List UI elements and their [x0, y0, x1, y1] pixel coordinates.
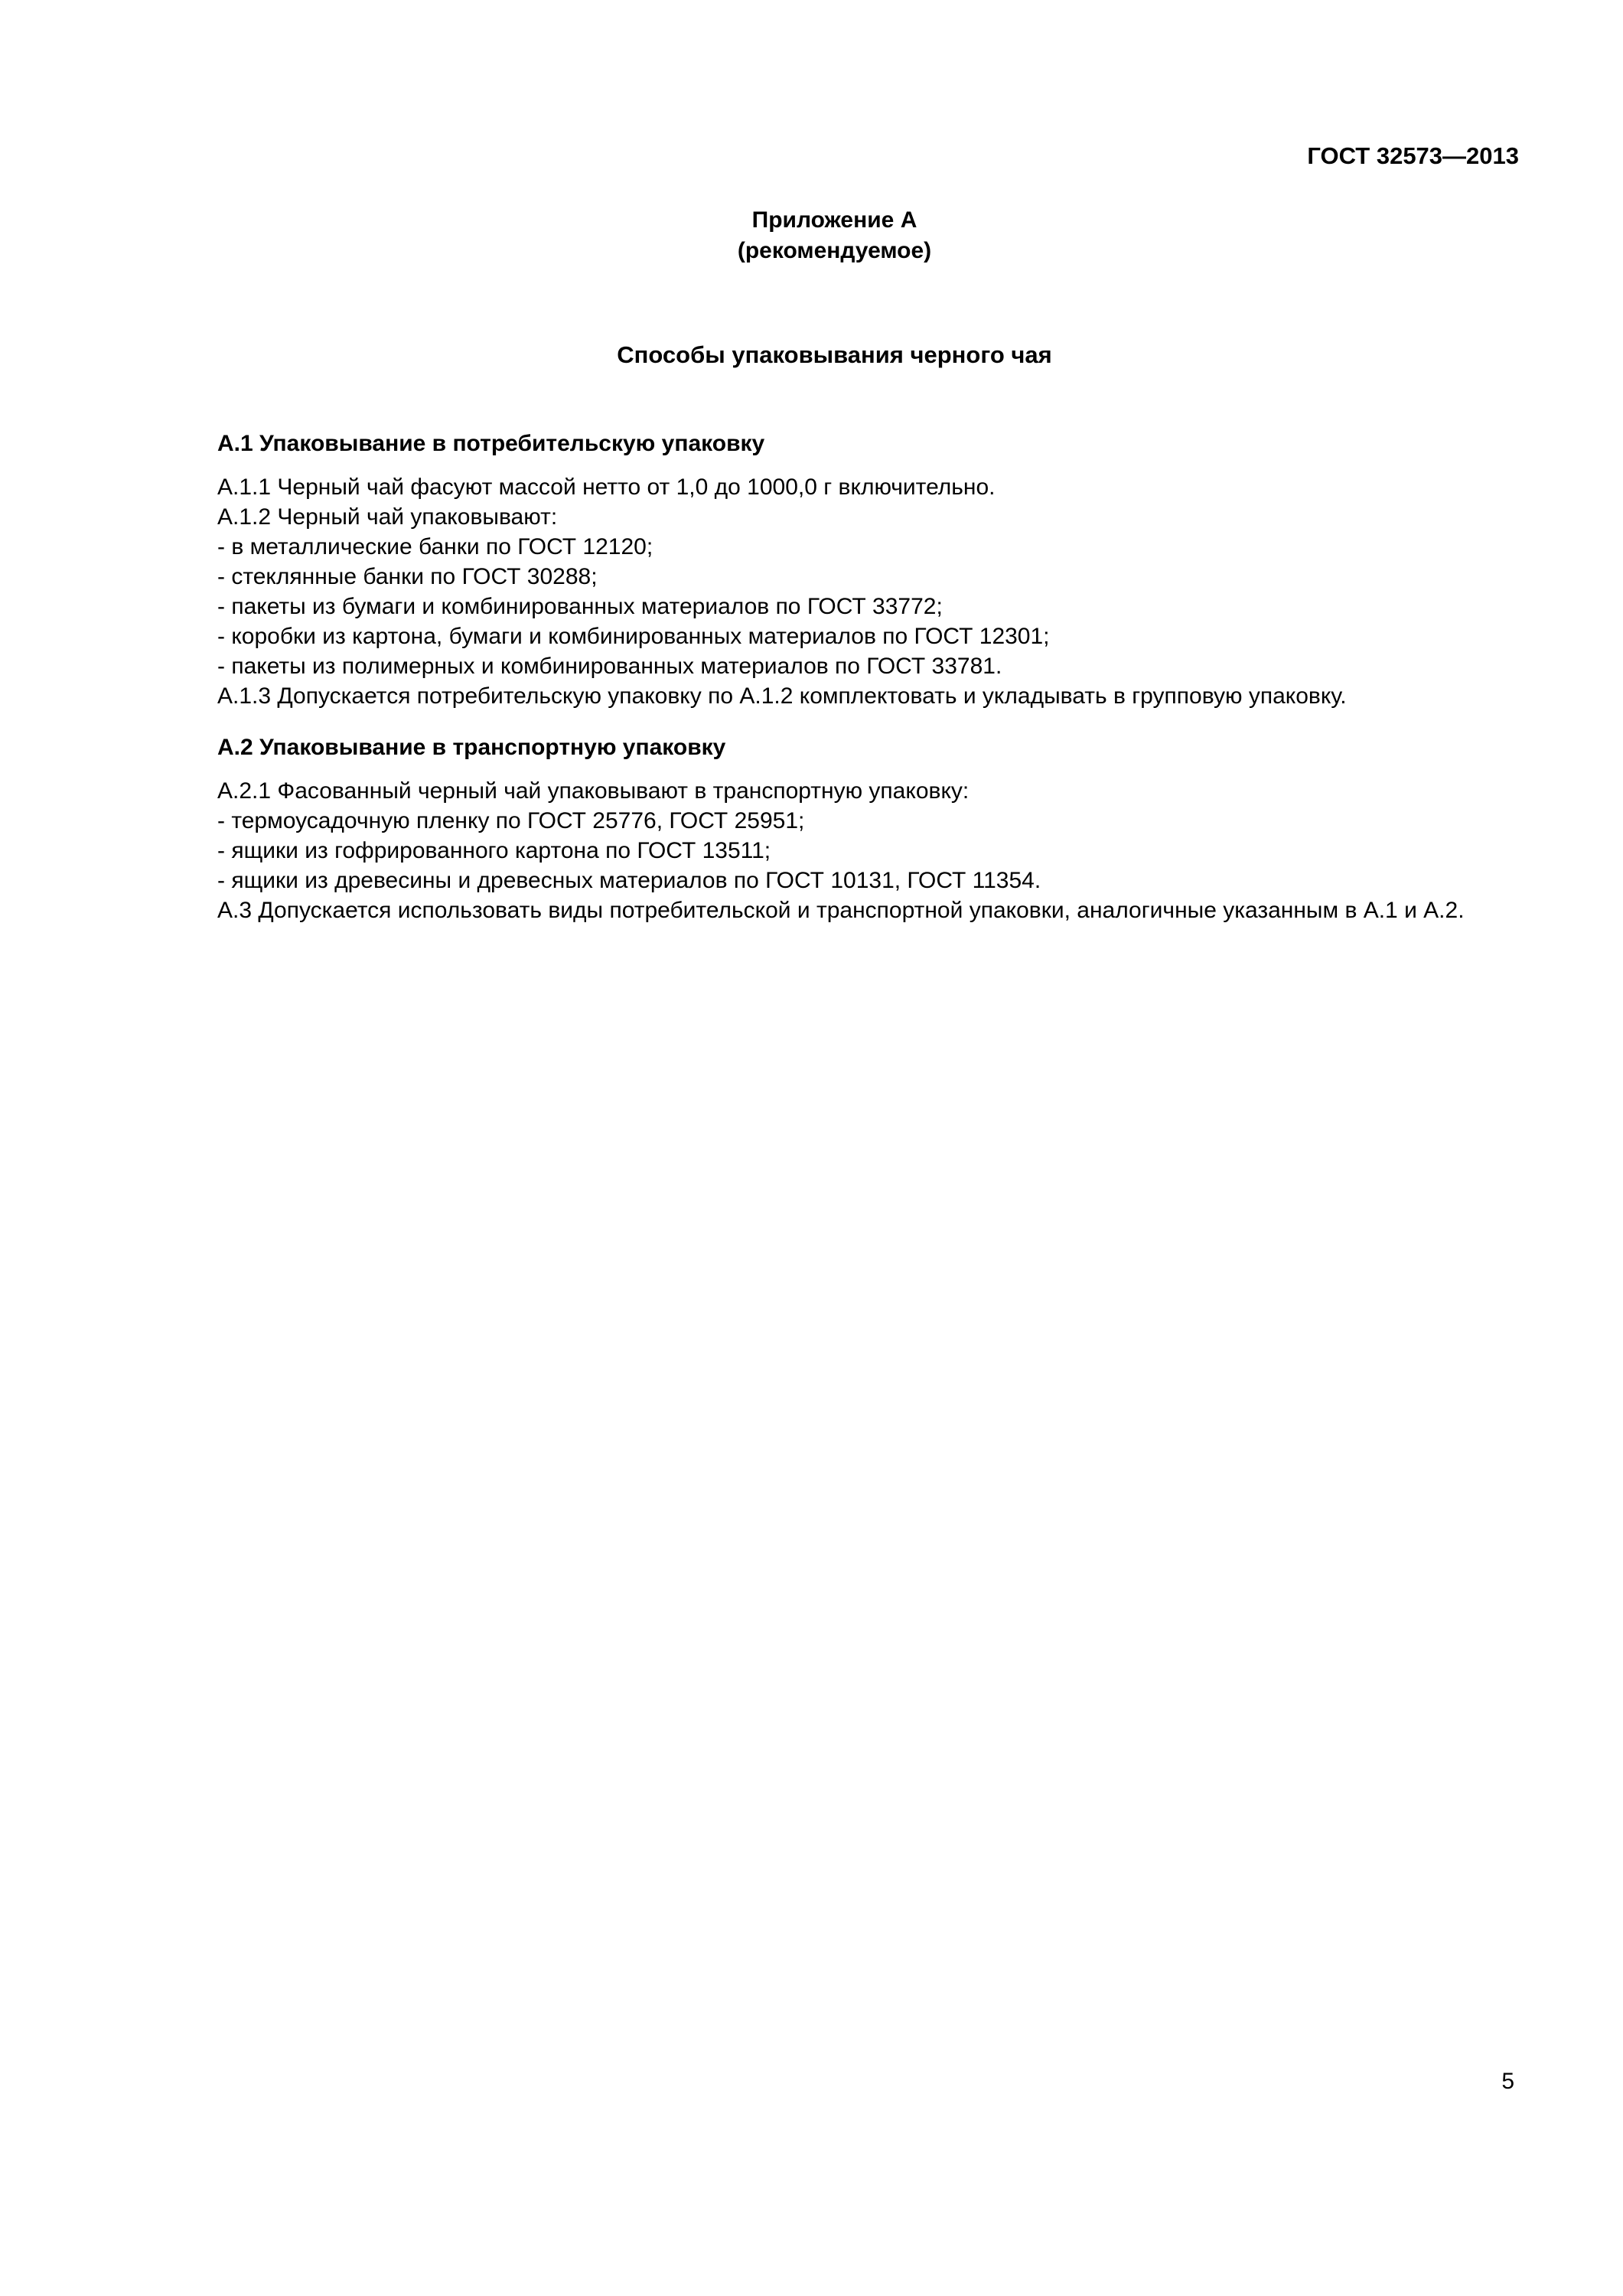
document-code-header: ГОСТ 32573—2013: [1307, 142, 1519, 169]
appendix-note: (рекомендуемое): [737, 238, 932, 263]
document-body: [150, 429, 1519, 925]
page-number: 5: [1501, 2069, 1514, 2094]
list-item: - пакеты из бумаги и комбинированных материалов по ГОСТ 33772;: [217, 594, 943, 619]
list-item: - пакеты из полимерных и комбинированных материалов по ГОСТ 33781.: [217, 654, 1002, 679]
appendix-label: Приложение А: [751, 207, 917, 233]
list-item: - в металлические банки по ГОСТ 12120;: [217, 534, 653, 559]
paragraph-a3: А.3 Допускается использовать виды потребительской и транспортной упаковки, аналогичные указанным в А.1 и А.2.: [217, 898, 1465, 923]
list-item: - термоусадочную пленку по ГОСТ 25776, ГОСТ 25951;: [217, 808, 805, 833]
list-item: - ящики из древесины и древесных материалов по ГОСТ 10131, ГОСТ 11354.: [217, 868, 1041, 893]
paragraph-a2-1: А.2.1 Фасованный черный чай упаковывают в транспортную упаковку:: [217, 778, 970, 804]
list-item: - коробки из картона, бумаги и комбинированных материалов по ГОСТ 12301;: [217, 624, 1050, 649]
appendix-block: [150, 205, 1519, 266]
section-a2-heading: А.2 Упаковывание в транспортную упаковку: [217, 735, 726, 760]
section-a1-heading: А.1 Упаковывание в потребительскую упаковку: [217, 431, 765, 456]
paragraph-a1-2: А.1.2 Черный чай упаковывают:: [217, 504, 558, 530]
list-item: - стеклянные банки по ГОСТ 30288;: [217, 564, 598, 589]
list-item: - ящики из гофрированного картона по ГОСТ 13511;: [217, 838, 771, 863]
paragraph-a1-1: А.1.1 Черный чай фасуют массой нетто от 1,0 до 1000,0 г включительно.: [217, 475, 996, 500]
document-title: Способы упаковывания черного чая: [617, 341, 1052, 368]
paragraph-a1-3: А.1.3 Допускается потребительскую упаковку по А.1.2 комплектовать и укладывать в групповую упаковку.: [217, 683, 1347, 709]
